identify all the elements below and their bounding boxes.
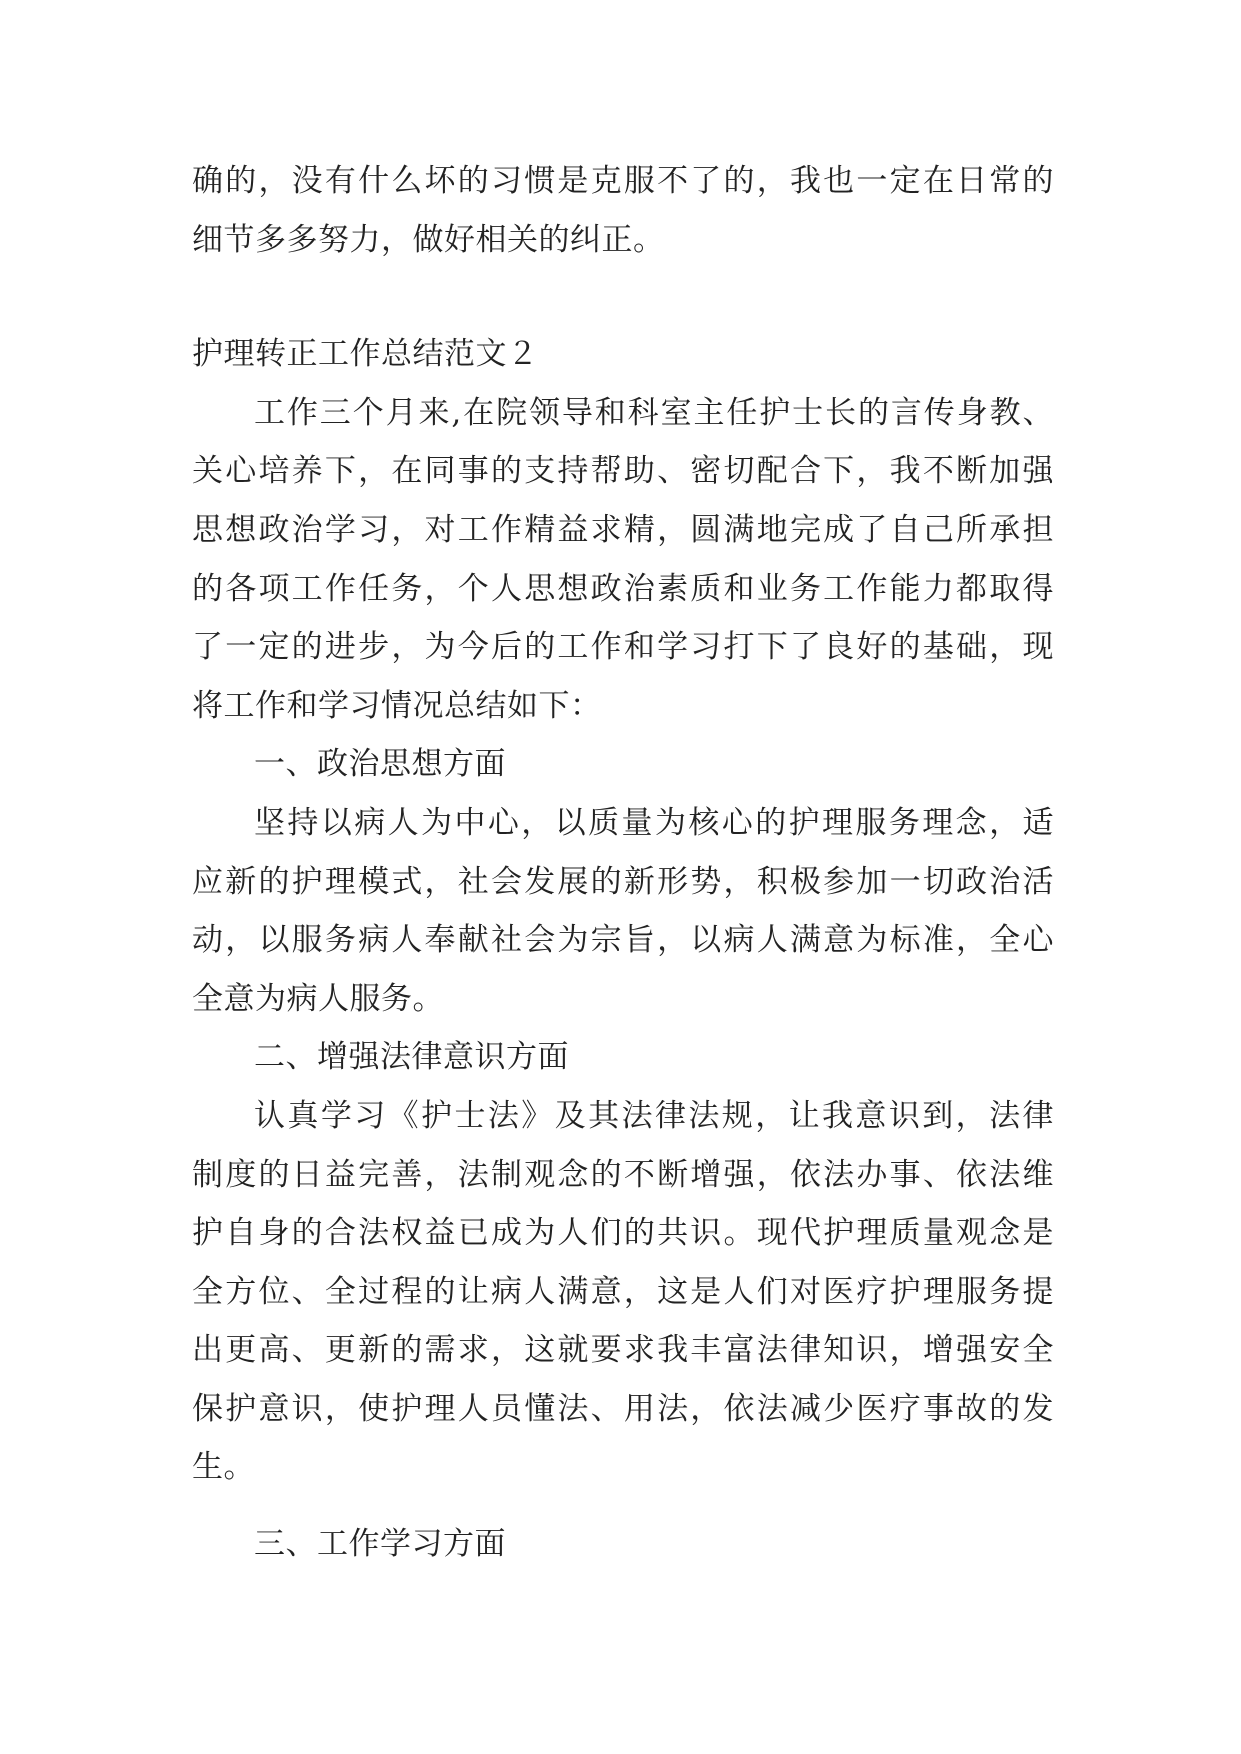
text-line: 细节多多努力，做好相关的纠正。: [192, 221, 665, 258]
text-line: 应新的护理模式，社会发展的新形势，积极参加一切政治活: [192, 863, 1054, 900]
spacer: [192, 1497, 1054, 1515]
text-line: 认真学习《护士法》及其法律法规，让我意识到，法律: [254, 1097, 1054, 1134]
text-line: 护自身的合法权益已成为人们的共识。现代护理质量观念是: [192, 1215, 1054, 1252]
text-line: 保护意识，使护理人员懂法、用法，依法减少医疗事故的发: [192, 1390, 1054, 1427]
political-paragraph: [192, 794, 1054, 1028]
document-body: [192, 152, 1054, 1574]
text-line: 生。: [192, 1449, 255, 1486]
section-title: 护理转正工作总结范文２: [192, 336, 539, 373]
text-line: 全意为病人服务。: [192, 980, 444, 1017]
heading-legal: 二、增强法律意识方面: [254, 1039, 569, 1076]
text-line: 动，以服务病人奉献社会为宗旨，以病人满意为标准，全心: [192, 922, 1054, 959]
text-line: 坚持以病人为中心，以质量为核心的护理服务理念，适: [254, 804, 1054, 841]
text-line: 工作三个月来,在院领导和科室主任护士长的言传身教、: [254, 394, 1054, 431]
text-line: 出更高、更新的需求，这就要求我丰富法律知识，增强安全: [192, 1332, 1054, 1369]
text-line: 全方位、全过程的让病人满意，这是人们对医疗护理服务提: [192, 1273, 1054, 1310]
text-line: 确的，没有什么坏的习惯是克服不了的，我也一定在日常的: [192, 163, 1054, 199]
spacer: [192, 269, 1054, 325]
heading-political: 一、政治思想方面: [254, 746, 506, 783]
text-line: 关心培养下，在同事的支持帮助、密切配合下，我不断加强: [192, 453, 1054, 490]
continuation-paragraph: [192, 152, 1054, 269]
heading-work-study: 三、工作学习方面: [254, 1526, 506, 1563]
text-line: 思想政治学习，对工作精益求精，圆满地完成了自己所承担: [192, 511, 1054, 548]
legal-paragraph: [192, 1087, 1054, 1497]
text-line: 的各项工作任务，个人思想政治素质和业务工作能力都取得: [192, 570, 1054, 607]
text-line: 制度的日益完善，法制观念的不断增强，依法办事、依法维: [192, 1156, 1054, 1193]
intro-paragraph: [192, 384, 1054, 736]
text-line: 了一定的进步，为今后的工作和学习打下了良好的基础，现: [192, 629, 1054, 666]
text-line: 将工作和学习情况总结如下：: [192, 687, 602, 724]
